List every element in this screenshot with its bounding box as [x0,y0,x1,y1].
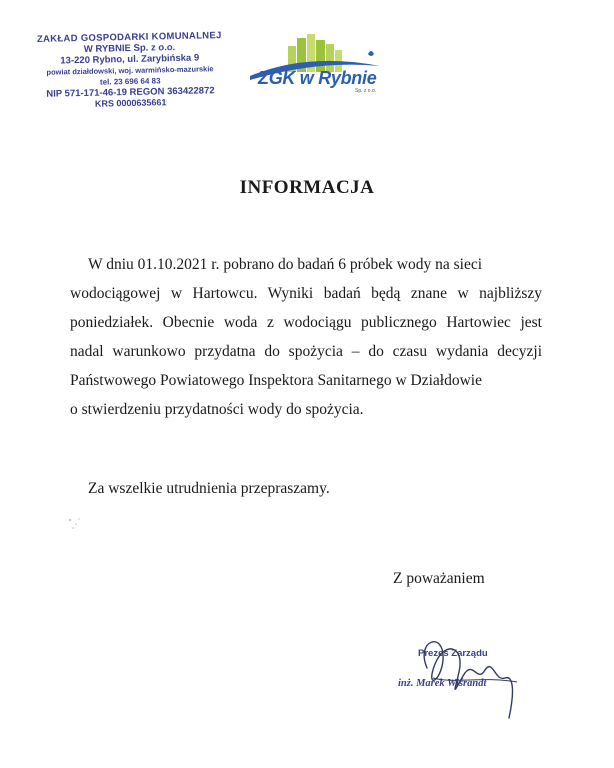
page-title: INFORMACJA [239,177,375,198]
stamp-line-nip-regon: NIP 571-171-46-19 REGON 363422872 [46,85,215,100]
stamp-line-krs: KRS 0000635661 [94,97,167,109]
closing-phrase: Z poważaniem [393,570,485,587]
paragraph-line: poniedziałek. Obecnie woda z wodociągu publicznego Hartowiec jest [70,314,542,331]
paragraph-line: o stwierdzeniu przydatności wody do spożycia. [70,401,364,418]
apology-paragraph: Za wszelkie utrudnienia przepraszamy. [88,480,330,497]
scan-smudge-mark [64,510,94,540]
paragraph-line: Państwowego Powiatowego Inspektora Sanitarnego w Działdowie [70,372,482,389]
handwritten-signature [405,620,545,720]
company-stamp [13,30,247,112]
stamp-line-address: 13-220 Rybno, ul. Zarybińska 9 [60,52,200,67]
logo-text: ZGK w Rybnie [258,68,377,88]
paragraph-line: nadal warunkowo przydatna do spożycia – do czasu wydania decyzji [70,343,542,360]
stamp-line-region: powiat działdowski, woj. warmińsko-mazurskie [46,64,214,77]
stamp-line-company: ZAKŁAD GOSPODARKI KOMUNALNEJ [36,30,222,45]
paragraph-line: W dniu 01.10.2021 r. pobrano do badań 6 próbek wody na sieci [88,256,483,273]
stamp-line-phone: tel. 23 696 64 83 [99,76,161,87]
stamp-line-location: W RYBNIE Sp. z o.o. [83,42,176,55]
paragraph-line: wodociągowej w Hartowcu. Wyniki badań będą znane w najbliższy [70,285,542,302]
logo-subtext: Sp. z o.o. [355,88,377,94]
signatory-name: inż. Marek Wiśrandt [398,678,487,689]
signatory-title: Prezes Zarządu [418,648,488,659]
